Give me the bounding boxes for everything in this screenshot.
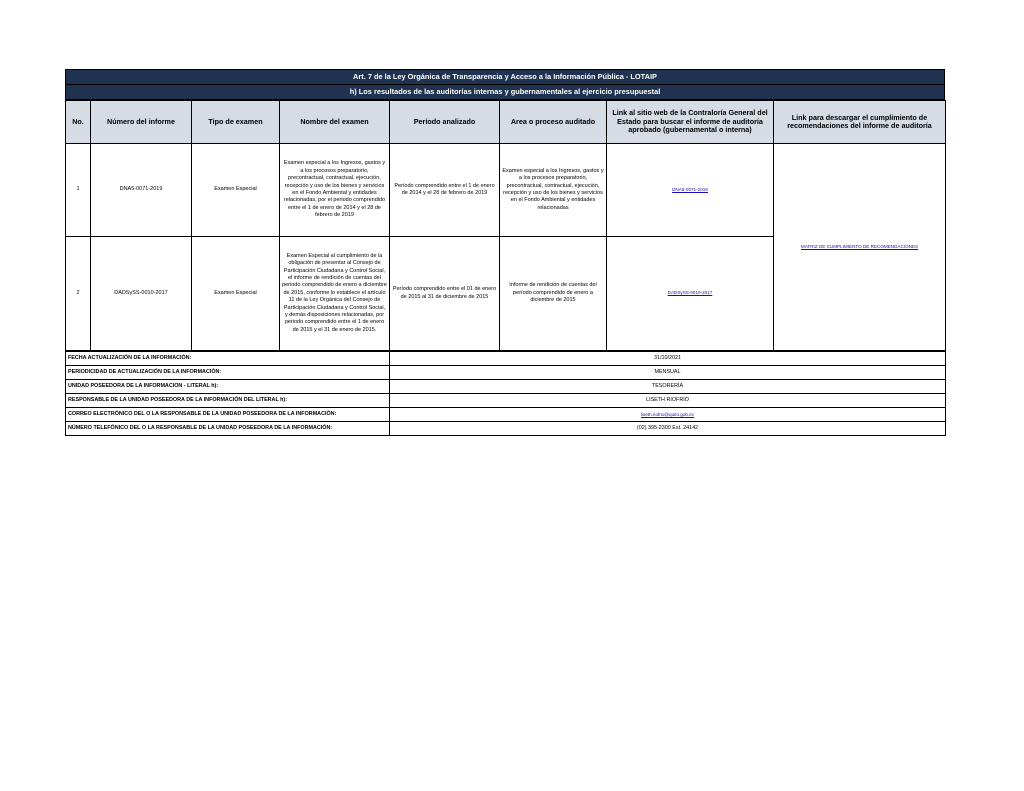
footer-label: PERIODICIDAD DE ACTUALIZACIÓN DE LA INFORMACIÓN: (66, 366, 390, 380)
row-area: Informe de rendición de cuentas del período comprendido de enero a diciembre de 2015 (500, 237, 607, 351)
lotaip-sheet (65, 69, 945, 436)
info-footer-table (65, 351, 946, 436)
row-link-cell (607, 237, 774, 351)
footer-value: LISETH RIOFRIO (390, 394, 946, 408)
footer-row (66, 394, 946, 408)
footer-label: CORREO ELECTRÓNICO DEL O LA RESPONSABLE DE LA UNIDAD POSEEDORA DE LA INFORMACIÓN: (66, 408, 390, 422)
footer-row (66, 408, 946, 422)
col-header-link-sitio: Link al sitio web de la Contraloría General del Estado para buscar el informe de auditoría aprobado (gubernamental o interna) (607, 101, 774, 144)
row-periodo: Período comprendido entre el 01 de enero de 2015 al 31 de diciembre de 2015 (390, 237, 500, 351)
col-header-no: No. (66, 101, 91, 144)
col-header-area: Area o proceso auditado (500, 101, 607, 144)
footer-label: NÚMERO TELEFÓNICO DEL O LA RESPONSABLE DE LA UNIDAD POSEEDORA DE LA INFORMACIÓN: (66, 422, 390, 436)
footer-row (66, 366, 946, 380)
row-area: Examen especial a los Ingresos, gastos y a los procesos preparatorio, precontractual, contractual, ejecución, recepción y uso de los bienes y servicios en el Fondo Ambiental y entidades relacionadas (500, 144, 607, 237)
row-no: 2 (66, 237, 91, 351)
audits-table (65, 100, 946, 351)
report-link[interactable]: DADSySS-0010-2017 (667, 290, 713, 296)
row-numero: DADSySS-0010-2017 (91, 237, 192, 351)
row-no: 1 (66, 144, 91, 237)
row-numero: DNA5-0071-2019 (91, 144, 192, 237)
recommendations-cell (774, 144, 946, 351)
footer-value-cell (390, 408, 946, 422)
report-link[interactable]: DNA5-0071-2019 (672, 186, 708, 192)
col-header-link-descarga: Link para descargar el cumplimiento de recomendaciones del informe de auditoría (774, 101, 946, 144)
footer-value: TESORERÍA (390, 380, 946, 394)
row-link-cell (607, 144, 774, 237)
footer-row (66, 352, 946, 366)
email-link[interactable]: liseth.riofrio@quito.gob.ec (640, 411, 695, 417)
footer-value: 31/10/2021 (390, 352, 946, 366)
col-header-nombre: Nombre del examen (280, 101, 390, 144)
footer-value: (02) 395-2300 Ext. 24142 (390, 422, 946, 436)
footer-label: FECHA ACTUALIZACIÓN DE LA INFORMACIÓN: (66, 352, 390, 366)
col-header-periodo: Período analizado (390, 101, 500, 144)
row-nombre: Examen especial a los Ingresos, gastos y a los procesos preparatorio, precontractual, contractual, ejecución, recepción y uso de los bienes y servicios en el Fondo Ambiental y entidades relacionadas, por el periodo comprendido entre el 1 de enero de 2014 y el 28 de febrero de 2019 (280, 144, 390, 237)
row-periodo: Período comprendido entre el 1 de enero de 2014 y el 28 de febrero de 2019 (390, 144, 500, 237)
row-tipo: Examen Especial (192, 237, 280, 351)
sheet-title: Art. 7 de la Ley Orgánica de Transparencia y Acceso a la Información Pública - LOTAIP (65, 69, 945, 85)
footer-row (66, 380, 946, 394)
footer-label: RESPONSABLE DE LA UNIDAD POSEEDORA DE LA INFORMACIÓN DEL LITERAL h): (66, 394, 390, 408)
col-header-tipo: Tipo de examen (192, 101, 280, 144)
sheet-subtitle: h) Los resultados de las auditorías internas y gubernamentales al ejercicio presupuestal (65, 85, 945, 100)
col-header-numero: Número del informe (91, 101, 192, 144)
footer-label: UNIDAD POSEEDORA DE LA INFORMACION - LITERAL h): (66, 380, 390, 394)
recommendations-link[interactable]: MATRIZ DE CUMPLIMIENTO DE RECOMENDACIONES (800, 243, 919, 249)
footer-value: MENSUAL (390, 366, 946, 380)
row-tipo: Examen Especial (192, 144, 280, 237)
table-row (66, 144, 946, 237)
table-header-row (66, 101, 946, 144)
row-nombre: Examen Especial al cumplimiento de la obligación de presentar al Consejo de Participación Ciudadana y Control Social, el informe de rendición de cuentas del periodo comprendido de enero a diciembre de 2015, conforme lo establece el artículo 11 de la Ley Orgánica del Consejo de Participación Ciudadana y Control Social, y demás disposiciones relacionadas, por periodo comprendido entre el 1 de enero de 2015 y el 31 de enero de 2015. (280, 237, 390, 351)
footer-row (66, 422, 946, 436)
